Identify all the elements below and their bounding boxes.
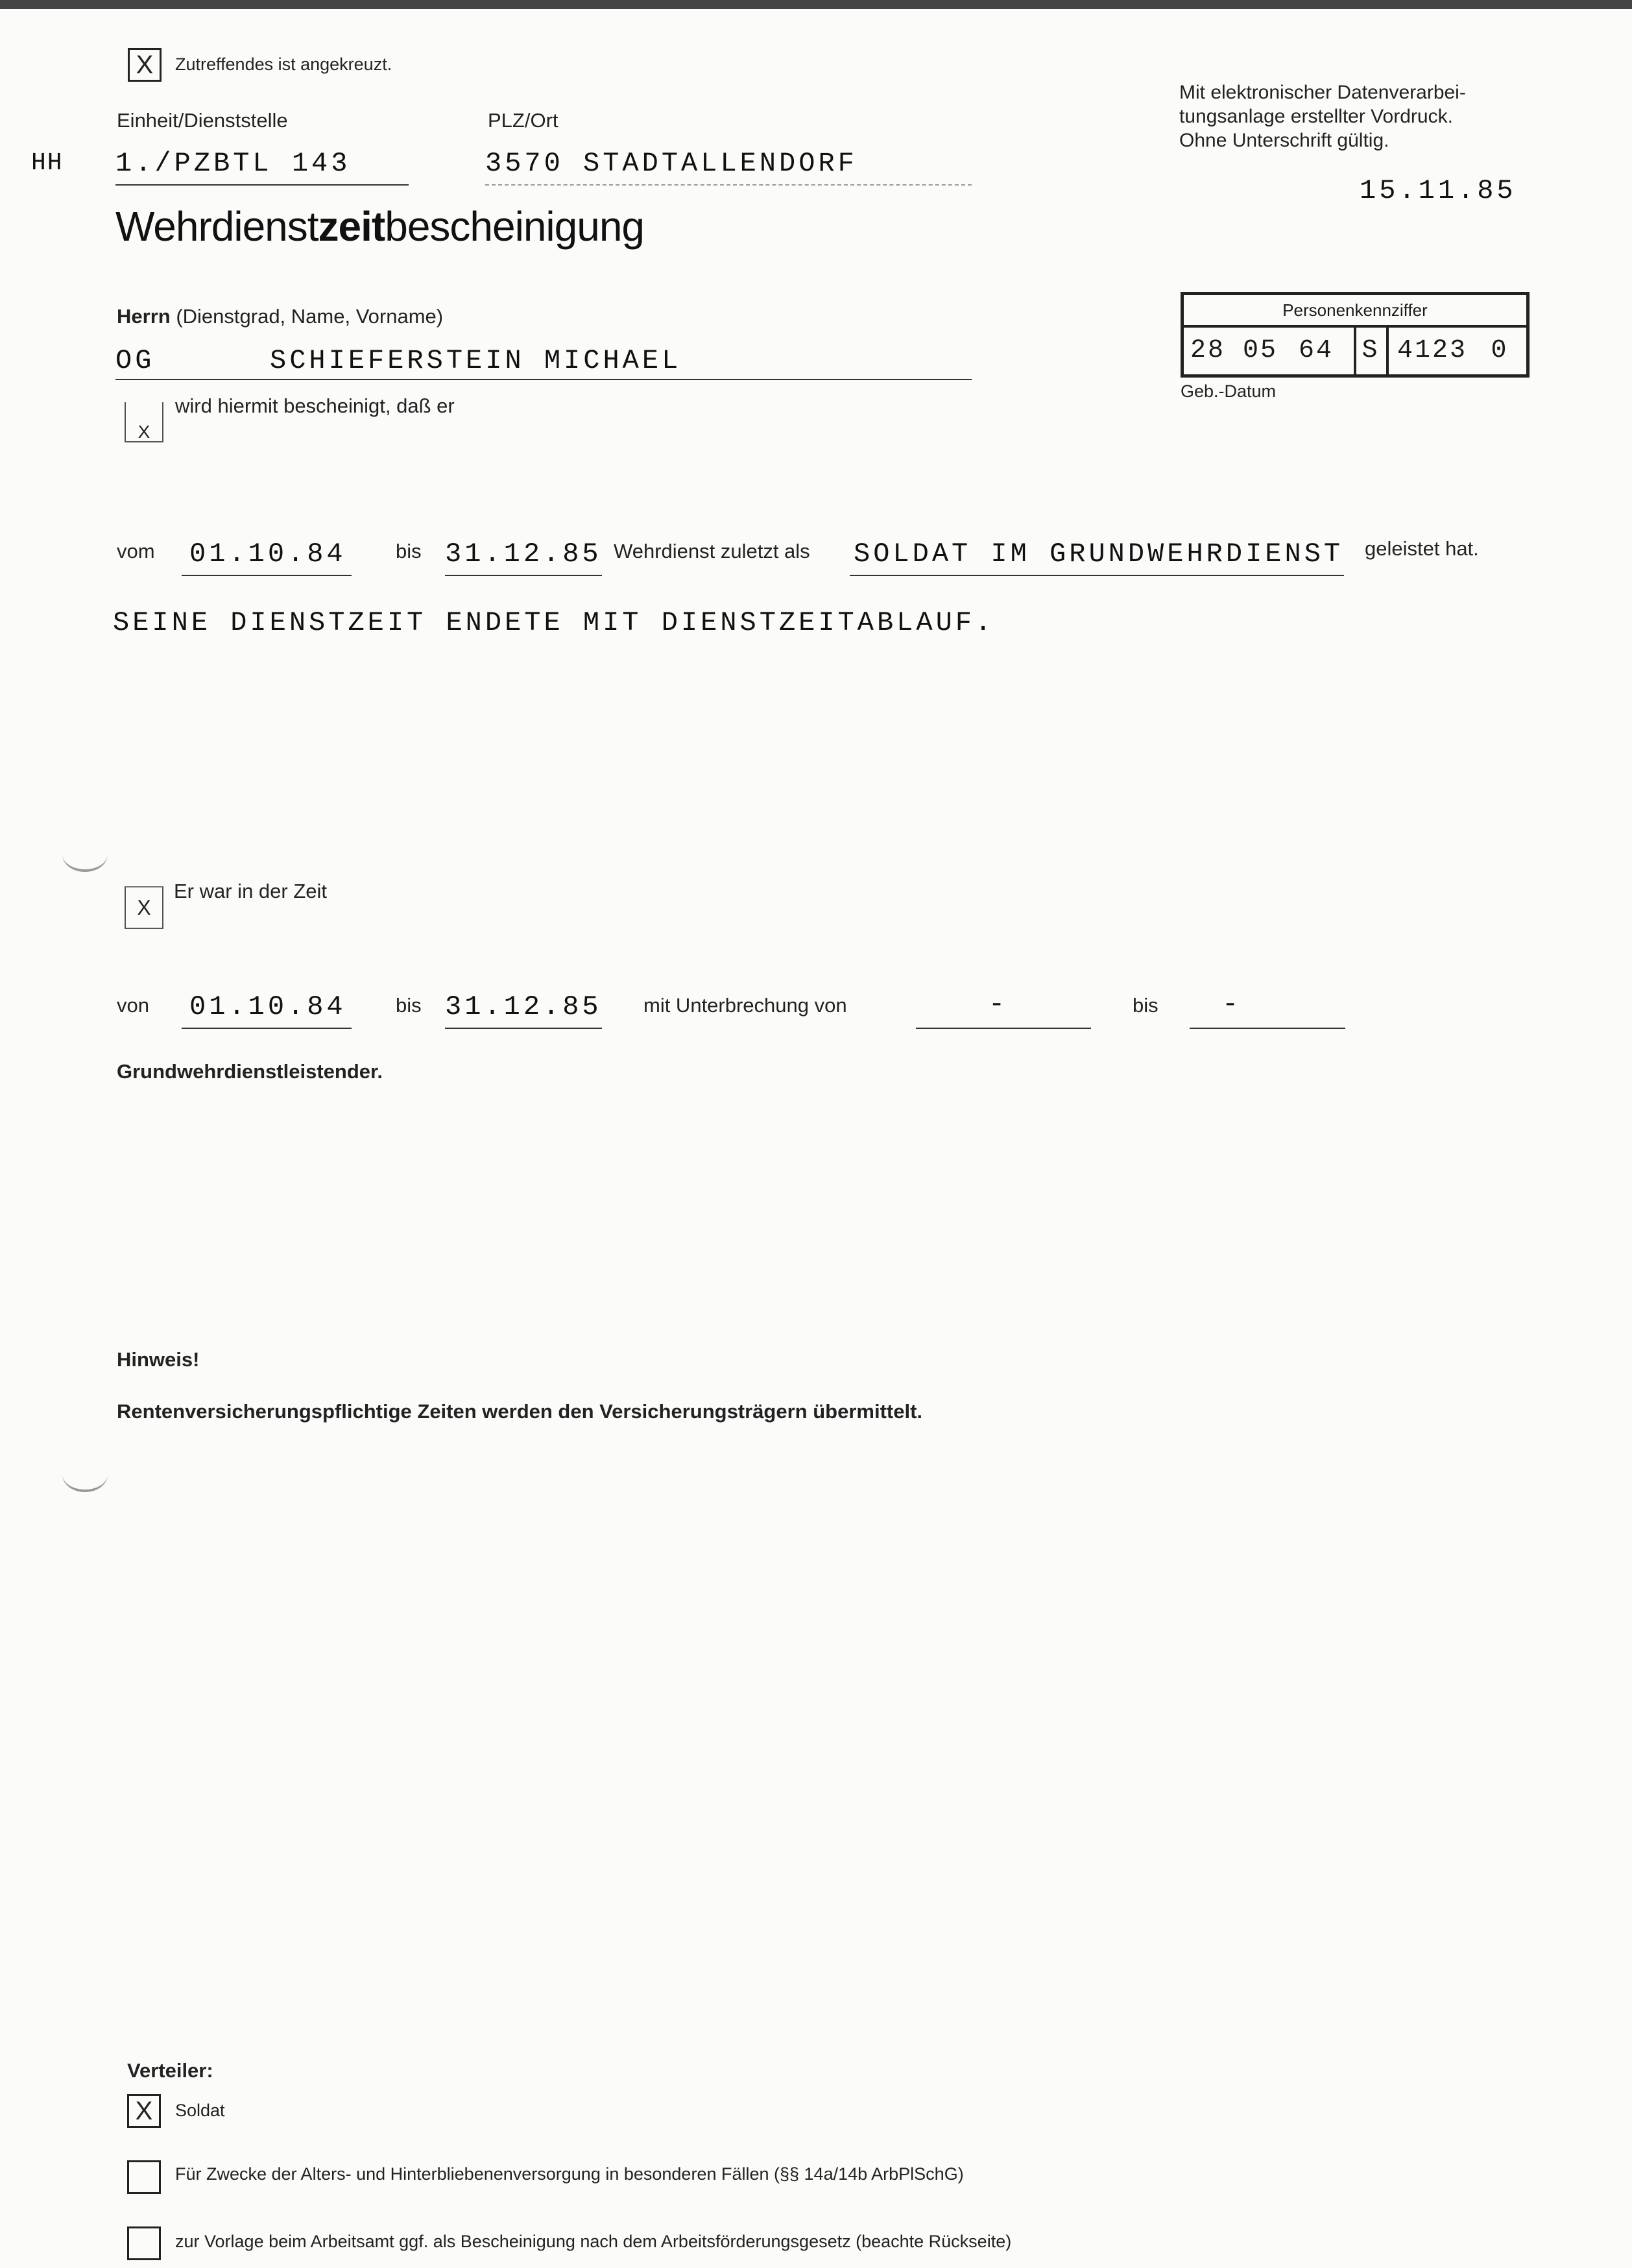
- interruption-to: -: [1222, 989, 1242, 1020]
- service-role-underline: [850, 575, 1344, 576]
- unit-value: 1./PZBTL 143: [115, 148, 351, 179]
- hinweis-title: Hinweis!: [117, 1348, 200, 1371]
- checkbox-x-mark: X: [138, 422, 150, 442]
- von-label: von: [117, 994, 149, 1017]
- interruption-from-underline: [916, 1028, 1091, 1029]
- checkbox-x-mark: X: [135, 2097, 153, 2125]
- pk-check: 0: [1491, 336, 1509, 365]
- edv-note-line-2: tungsanlage erstellter Vordruck.: [1179, 106, 1453, 127]
- interruption-to-underline: [1190, 1028, 1345, 1029]
- edv-note-line-1: Mit elektronischer Datenverarbei-: [1179, 82, 1466, 103]
- personenkennziffer-box: [1181, 292, 1530, 378]
- herrn-label: [117, 305, 443, 328]
- hinweis-text: Rentenversicherungspflichtige Zeiten werden den Versicherungsträgern übermittelt.: [117, 1400, 923, 1423]
- verteiler-soldat-checkbox[interactable]: [127, 2094, 161, 2128]
- period-from: 01.10.84: [189, 991, 346, 1022]
- plz-value: 3570 STADTALLENDORF: [485, 148, 858, 179]
- period-to-underline: [445, 1028, 602, 1029]
- service-role: SOLDAT IM GRUNDWEHRDIENST: [854, 538, 1344, 570]
- geleistet-label: geleistet hat.: [1365, 537, 1479, 560]
- interruption-from: -: [989, 989, 1009, 1020]
- service-from: 01.10.84: [189, 538, 346, 570]
- verteiler-alters-label: Für Zwecke der Alters- und Hinterbliebenenversorgung in besonderen Fällen (§§ 14a/14b ArbPlSchG): [175, 2164, 964, 2184]
- service-to: 31.12.85: [445, 538, 602, 570]
- er-war-checkbox[interactable]: [125, 886, 163, 929]
- title-part-3: bescheinigung: [385, 203, 644, 250]
- er-war-label: Er war in der Zeit: [174, 880, 328, 902]
- title-part-1: Wehrdienst: [115, 203, 318, 250]
- page-title: [115, 202, 644, 250]
- interruption-label: mit Unterbrechung von: [643, 994, 847, 1017]
- margin-initials: HH: [31, 149, 64, 177]
- pk-separator-2: [1386, 328, 1389, 374]
- verteiler-soldat-label: Soldat: [175, 2101, 225, 2120]
- certify-checkbox[interactable]: [125, 402, 163, 442]
- pk-header: Personenkennziffer: [1184, 295, 1526, 328]
- certify-text: wird hiermit bescheinigt, daß er: [175, 394, 455, 417]
- pk-day: 28: [1190, 336, 1225, 365]
- edv-note-line-3: Ohne Unterschrift gültig.: [1179, 130, 1389, 151]
- name-value: SCHIEFERSTEIN MICHAEL: [270, 345, 682, 376]
- notice-text: Zutreffendes ist angekreuzt.: [175, 54, 392, 74]
- pk-month: 05: [1242, 336, 1278, 365]
- edv-note: [1179, 80, 1466, 152]
- plz-underline: [485, 184, 972, 186]
- checkbox-x-mark: X: [136, 51, 154, 79]
- service-from-underline: [182, 575, 352, 576]
- issue-date: 15.11.85: [1360, 175, 1517, 206]
- verteiler-arbeitsamt-label: zur Vorlage beim Arbeitsamt ggf. als Bescheinigung nach dem Arbeitsförderungsgesetz (beachte Rückseite): [175, 2232, 1012, 2251]
- verteiler-title: Verteiler:: [127, 2059, 213, 2082]
- punch-hole-top: [62, 837, 108, 872]
- name-underline: [115, 379, 972, 380]
- period-from-underline: [182, 1028, 352, 1029]
- verteiler-alters-checkbox[interactable]: [127, 2160, 161, 2194]
- rank-value: OG: [115, 345, 155, 376]
- pk-letter: S: [1362, 336, 1380, 365]
- service-to-underline: [445, 575, 602, 576]
- unit-label: Einheit/Dienststelle: [117, 109, 288, 132]
- punch-hole-bottom: [62, 1457, 108, 1492]
- interruption-bis-label: bis: [1133, 994, 1158, 1017]
- pk-number: 4123: [1397, 336, 1467, 365]
- period-bis-label: bis: [396, 994, 422, 1017]
- plz-label: PLZ/Ort: [488, 109, 558, 132]
- notice-checkbox[interactable]: [128, 48, 162, 82]
- grundwehr-text: Grundwehrdienstleistender.: [117, 1060, 383, 1083]
- herrn-label-rest: (Dienstgrad, Name, Vorname): [170, 305, 444, 328]
- checkbox-x-mark: X: [137, 896, 151, 919]
- verteiler-arbeitsamt-checkbox[interactable]: [127, 2226, 161, 2260]
- end-remark: SEINE DIENSTZEIT ENDETE MIT DIENSTZEITABLAUF.: [113, 607, 995, 638]
- unit-underline: [115, 184, 409, 186]
- scan-top-edge: [0, 0, 1632, 9]
- pk-year: 64: [1298, 336, 1334, 365]
- zuletzt-label: Wehrdienst zuletzt als: [614, 540, 810, 562]
- title-part-2: zeit: [318, 203, 385, 250]
- bis-label: bis: [396, 540, 422, 562]
- herrn-label-bold: Herrn: [117, 305, 171, 328]
- birthdate-label: Geb.-Datum: [1181, 381, 1277, 401]
- period-to: 31.12.85: [445, 991, 602, 1022]
- vom-label: vom: [117, 540, 155, 562]
